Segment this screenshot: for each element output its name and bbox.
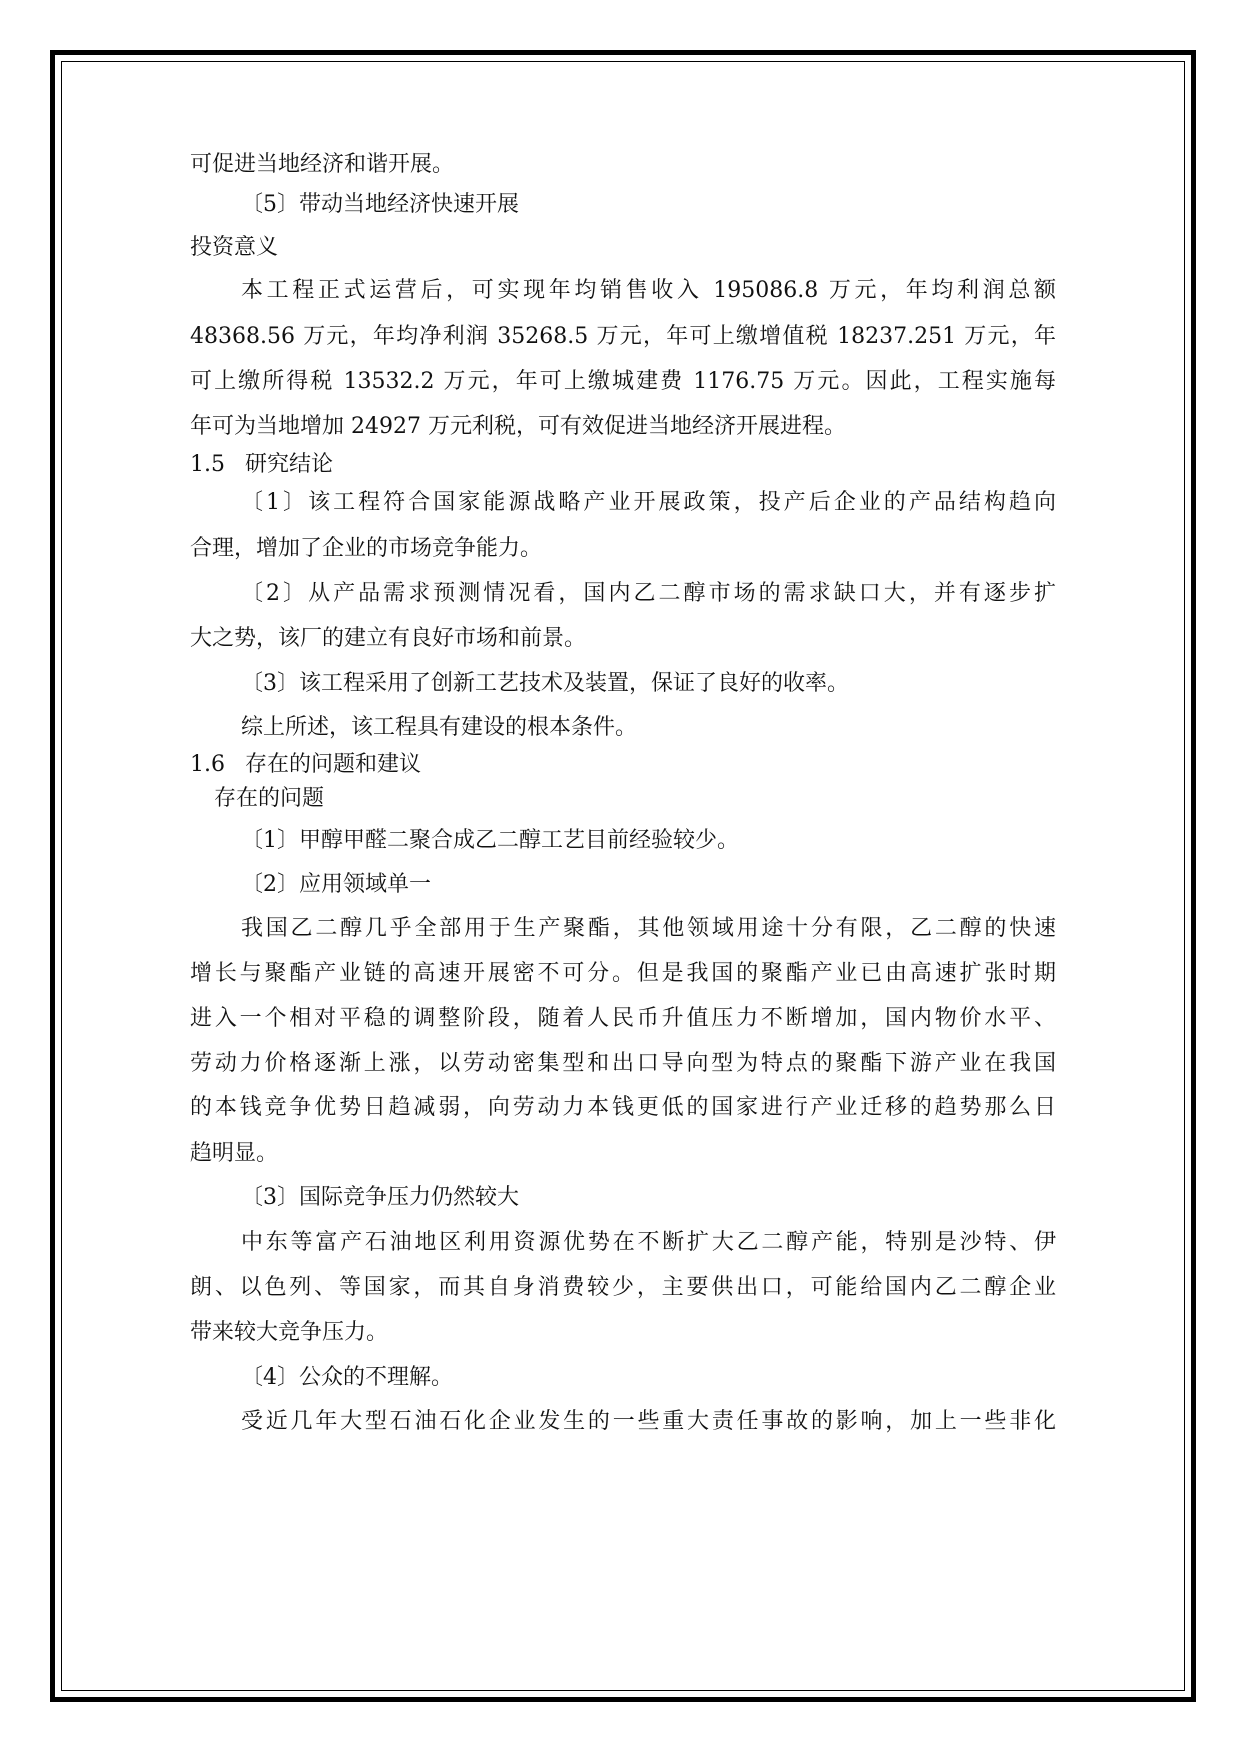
paragraph-line: 综上所述，该工程具有建设的根本条件。: [241, 715, 638, 740]
paragraph-line: 带来较大竞争压力。: [190, 1320, 389, 1345]
paragraph-line: 可上缴所得税 13532.2 万元，年可上缴城建费 1176.75 万元。因此，工程实施每: [190, 369, 1056, 394]
paragraph-line: 劳动力价格逐渐上涨，以劳动密集型和出口导向型为特点的聚酯下游产业在我国: [190, 1051, 1056, 1076]
paragraph-line: 增长与聚酯产业链的高速开展密不可分。但是我国的聚酯产业已由高速扩张时期: [190, 961, 1056, 986]
section-number: 1.5: [190, 452, 225, 477]
paragraph-line: 〔3〕该工程采用了创新工艺技术及装置，保证了良好的收率。: [241, 671, 849, 696]
paragraph-line: 中东等富产石油地区利用资源优势在不断扩大乙二醇产能，特别是沙特、伊: [241, 1230, 1056, 1255]
paragraph-line: 朗、以色列、等国家，而其自身消费较少，主要供出口，可能给国内乙二醇企业: [190, 1275, 1056, 1300]
list-item-heading: 〔3〕国际竞争压力仍然较大: [241, 1185, 519, 1210]
paragraph-line: 进入一个相对平稳的调整阶段，随着人民币升值压力不断增加，国内物价水平、: [190, 1006, 1056, 1031]
paragraph-line: 48368.56 万元，年均净利润 35268.5 万元，年可上缴增值税 18237.251 万元，年: [190, 324, 1056, 349]
list-item-heading: 〔1〕甲醇甲醛二聚合成乙二醇工艺目前经验较少。: [241, 828, 739, 853]
paragraph-line: 合理，增加了企业的市场竞争能力。: [190, 536, 543, 561]
paragraph-line: 本工程正式运营后，可实现年均销售收入 195086.8 万元，年均利润总额: [241, 278, 1056, 303]
list-item-heading: 〔5〕带动当地经济快速开展: [241, 192, 519, 217]
paragraph-line: 可促进当地经济和谐开展。: [190, 152, 455, 177]
paragraph-line: 〔2〕从产品需求预测情况看，国内乙二醇市场的需求缺口大，并有逐步扩: [241, 581, 1056, 606]
section-number: 1.6: [190, 752, 225, 777]
paragraph-line: 的本钱竞争优势日趋减弱，向劳动力本钱更低的国家进行产业迁移的趋势那么日: [190, 1095, 1056, 1120]
paragraph-line: 大之势，该厂的建立有良好市场和前景。: [190, 626, 587, 651]
paragraph-line: 我国乙二醇几乎全部用于生产聚酯，其他领域用途十分有限，乙二醇的快速: [241, 916, 1056, 941]
section-heading-1-6: [190, 750, 421, 780]
subsection-heading: 投资意义: [190, 235, 279, 260]
list-item-heading: 〔4〕公众的不理解。: [241, 1365, 453, 1390]
section-heading-1-5: [190, 450, 333, 480]
paragraph-line: 受近几年大型石油石化企业发生的一些重大责任事故的影响，加上一些非化: [241, 1409, 1056, 1434]
paragraph-line: 趋明显。: [190, 1141, 279, 1166]
list-item-heading: 〔2〕应用领域单一: [241, 872, 431, 897]
section-title: 存在的问题和建议: [245, 752, 422, 777]
subsection-heading: 存在的问题: [214, 786, 325, 811]
paragraph-line: 〔1〕该工程符合国家能源战略产业开展政策，投产后企业的产品结构趋向: [241, 490, 1056, 515]
paragraph-line: 年可为当地增加 24927 万元利税，可有效促进当地经济开展进程。: [190, 414, 846, 439]
section-title: 研究结论: [245, 452, 334, 477]
